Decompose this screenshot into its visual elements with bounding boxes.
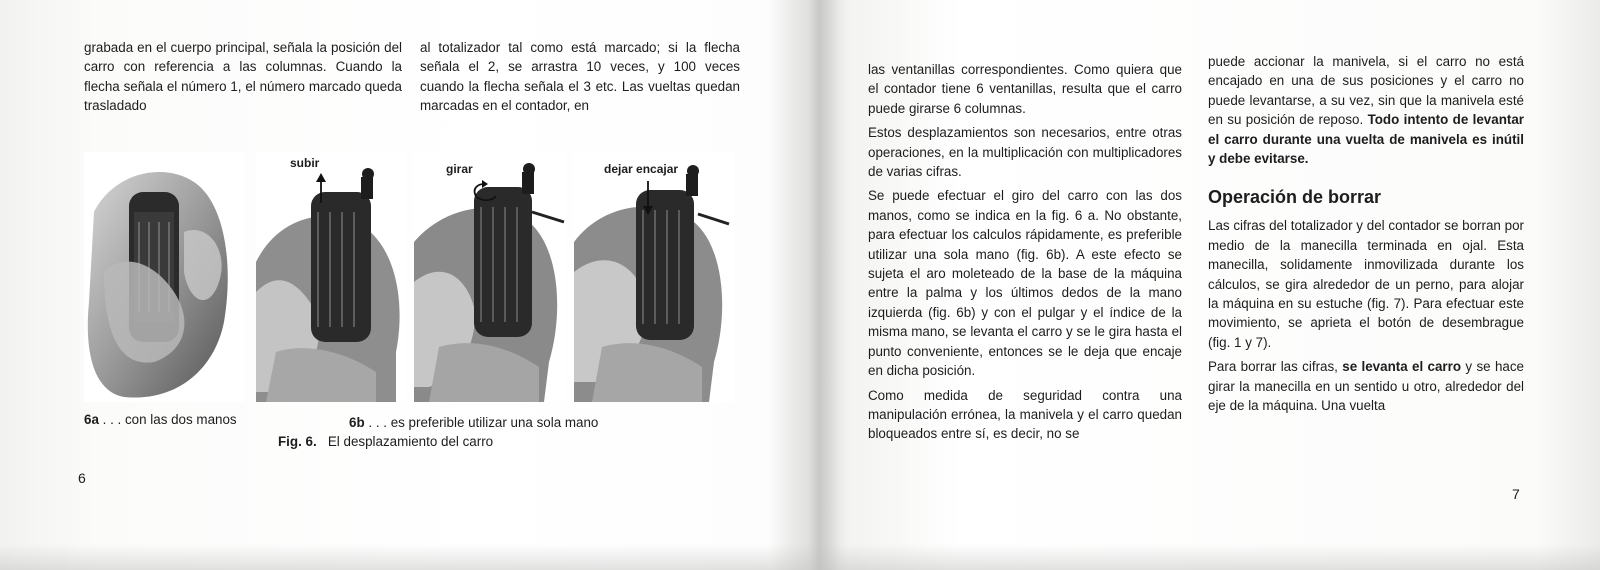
paragraph-manivela bbox=[1208, 52, 1524, 168]
paragraph-giro-del-carro: Se puede efectuar el giro del carro con las dos manos, como se indica en la fig. 6 a. No obstante, para efectuar los calculos rápidamente, es preferible utilizar una sola mano (fig. 6b). A este efecto se sujeta el aro moleteado de la base de la máquina entre la palma y los últimos dedos de la mano izquierda (fig. 6b) y con el pulgar y el índice de la misma mano, se levanta el carro y se le gira hasta el punto conveniente, entonces se le deja que encaje en dicha posición. bbox=[868, 188, 1182, 379]
label-subir: subir bbox=[290, 156, 320, 170]
paragraph-manivela-warning: Todo intento de levantar el carro durante una vuelta de manivela es inútil y debe evitarse. bbox=[1208, 112, 1524, 167]
photo-6a-two-hands bbox=[84, 152, 244, 402]
page-number-right: 7 bbox=[1512, 486, 1520, 502]
paragraph-borrar-bold: se levanta el carro bbox=[1342, 359, 1462, 375]
page-number-left: 6 bbox=[78, 470, 86, 486]
paragraph-manivela-text: puede accionar la manivela, si el carro no está encajado en una de sus posiciones y el carro no puede levantarse, a su vez, sin que la manivela esté en su posición de reposo. bbox=[1208, 54, 1524, 128]
figure-title: El desplazamiento del carro bbox=[327, 434, 494, 449]
label-girar: girar bbox=[446, 162, 473, 176]
section-heading-borrar: Operación de borrar bbox=[1208, 187, 1382, 208]
figure-label: Fig. 6. bbox=[278, 434, 317, 449]
arrow-up-icon bbox=[315, 172, 327, 204]
paragraph-ventanillas: las ventanillas correspondientes. Como quiera que el contador tiene 6 ventanillas, resulta que el carro puede girarse 6 columnas. bbox=[868, 62, 1182, 116]
photo-subir bbox=[256, 152, 406, 402]
page-bottom-shadow bbox=[0, 544, 1600, 570]
photo-dejar-encajar bbox=[574, 152, 734, 402]
caption-6b-id: 6b bbox=[349, 415, 365, 430]
paragraph-desplazamientos: Estos desplazamientos son necesarios, entre otras operaciones, en la multiplicación con multiplicadores de varias cifras. bbox=[868, 125, 1182, 180]
caption-6a-id: 6a bbox=[84, 412, 99, 427]
paragraph-cifras-totalizador: Las cifras del totalizador y del contador se borran por medio de la manecilla terminada en ojal. Esta manecilla, solidamente inmovilizada durante los cálculos, se gira alrededor de un perno, para alojar la máquina en su estuche (fig. 7). Para efectuar este movimiento, se aprieta el botón de desembrague (fig. 1 y 7). bbox=[1208, 218, 1524, 350]
paragraph-borrar-start: Para borrar las cifras, bbox=[1208, 359, 1338, 375]
left-page-column-2 bbox=[420, 38, 740, 121]
column-2-text: al totalizador tal como está marcado; si la flecha señala el 2, se arrastra 10 veces, y 100 veces cuando la flecha señala el 3 etc. Las vueltas quedan marcadas en el contador, en bbox=[420, 40, 740, 114]
caption-6b bbox=[349, 415, 598, 430]
paragraph-borrar-cifras bbox=[1208, 357, 1524, 415]
right-page-column-1 bbox=[868, 60, 1182, 444]
left-page-column-1 bbox=[84, 38, 402, 121]
arrow-down-icon bbox=[642, 180, 654, 216]
caption-6a bbox=[84, 412, 237, 427]
caption-6b-text: . . . es preferible utilizar una sola mano bbox=[368, 415, 599, 430]
figure-caption bbox=[278, 434, 493, 449]
caption-6a-text: . . . con las dos manos bbox=[102, 412, 237, 427]
rotate-arrow-icon bbox=[470, 180, 500, 204]
right-page-column-2 bbox=[1208, 52, 1524, 421]
page-gutter bbox=[770, 0, 840, 570]
paragraph-medida-seguridad: Como medida de seguridad contra una manipulación errónea, la manivela y el carro quedan bloqueados entre sí, es decir, no se bbox=[868, 387, 1182, 442]
figure-6-photos bbox=[84, 152, 734, 402]
paragraph-borrar-end: y se hace girar la manecilla en un sentido u otro, alrededor del eje de la máquina. Una vuelta bbox=[1208, 359, 1524, 414]
label-dejar-encajar: dejar encajar bbox=[604, 162, 679, 176]
column-1-text: grabada en el cuerpo principal, señala la posición del carro con referencia a las columnas. Cuando la flecha señala el número 1, el número marcado queda trasladado bbox=[84, 40, 402, 114]
